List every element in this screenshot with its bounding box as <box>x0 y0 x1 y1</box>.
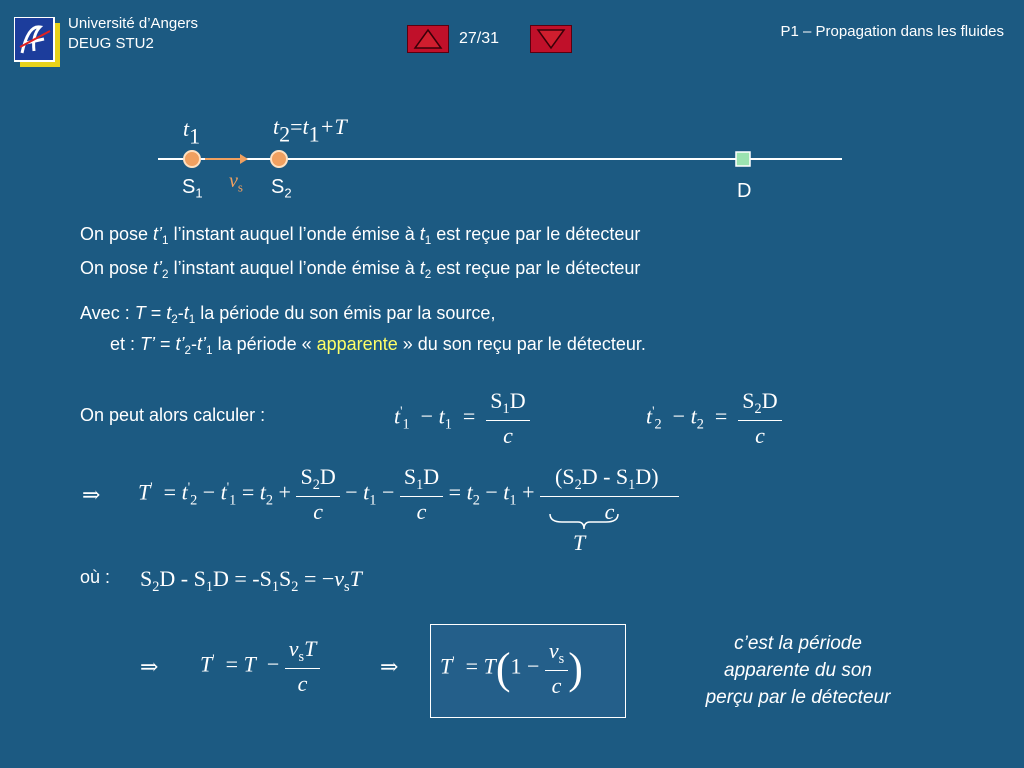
calc-intro: On peut alors calculer : <box>80 405 266 425</box>
source-s2-dot <box>271 151 287 167</box>
s1-label: $S_1$ <box>182 176 203 201</box>
vs-label: $v_s$ <box>229 170 243 195</box>
period-definition: Avec : $T = t_2-t_1$ la période du son émis par la source, <box>80 303 496 327</box>
apparent-period-definition: et : T’ = $t’_2-t’_1$ la période « apparente » du son reçu par le détecteur. <box>110 334 646 358</box>
result-equation: T' = T(1 − $\frac{v_s}{c}$ ) <box>440 638 583 698</box>
detector-square <box>736 152 750 166</box>
triangle-down-icon <box>536 28 566 50</box>
source-s1-dot <box>184 151 200 167</box>
implies-symbol-1: ⇒ <box>82 482 101 507</box>
next-slide-button[interactable] <box>530 25 572 53</box>
university-name: Université d’Angers <box>68 15 199 32</box>
propagation-axis <box>150 148 850 178</box>
note-line-2: apparente du son <box>724 660 872 681</box>
result-note <box>648 630 948 711</box>
note-line-3: perçu par le détecteur <box>705 687 891 708</box>
course-title: P1 – Propagation dans les fluides <box>780 23 1004 40</box>
equation-1: $t'_1 - t_1$ = $\frac{S_1D}{c}$ <box>394 388 530 449</box>
program-name: DEUG STU2 <box>68 35 154 52</box>
t1-label: $t_1$ <box>183 116 201 149</box>
implies-symbol-2: ⇒ <box>140 654 159 679</box>
definition-line-1: On pose $t’_1$ l’instant auquel l’onde émise à $t_1$ est reçue par le détecteur <box>80 224 641 248</box>
triangle-up-icon <box>413 28 443 50</box>
implies-symbol-3: ⇒ <box>380 654 399 679</box>
page-counter: 27/31 <box>459 30 500 47</box>
equation-2: $t'_2 - t_2$ = $\frac{S_2D}{c}$ <box>646 388 782 449</box>
equation-4: $S_2D - S_1D = -S_1S_2 = -v_sT$ <box>140 566 362 595</box>
equation-5: T' = T − $\frac{v_sT}{c}$ <box>200 636 320 697</box>
detector-label: D <box>737 180 752 202</box>
underbrace <box>548 512 620 530</box>
definition-line-2: On pose $t’_2$ l’instant auquel l’onde émise à $t_2$ est reçue par le détecteur <box>80 258 641 282</box>
note-line-1: c’est la période <box>734 633 862 654</box>
university-info <box>68 14 198 54</box>
university-logo <box>14 17 60 67</box>
where-label: où : <box>80 567 111 587</box>
brace-label: T <box>573 530 586 555</box>
previous-slide-button[interactable] <box>407 25 449 53</box>
s2-label: $S_2$ <box>271 176 292 201</box>
t2-label: $t_2=t_1+T$ <box>273 114 347 147</box>
equation-3: $T' = t'_2 - t'_1 = t_2$ + $\frac{S_2D}{c}$ − $t_1$ − $\frac{S_1D}{c}$ = $t_2 - t_1$ + $\frac{(S_2D - S_1D)}{c}$ <box>138 464 679 525</box>
